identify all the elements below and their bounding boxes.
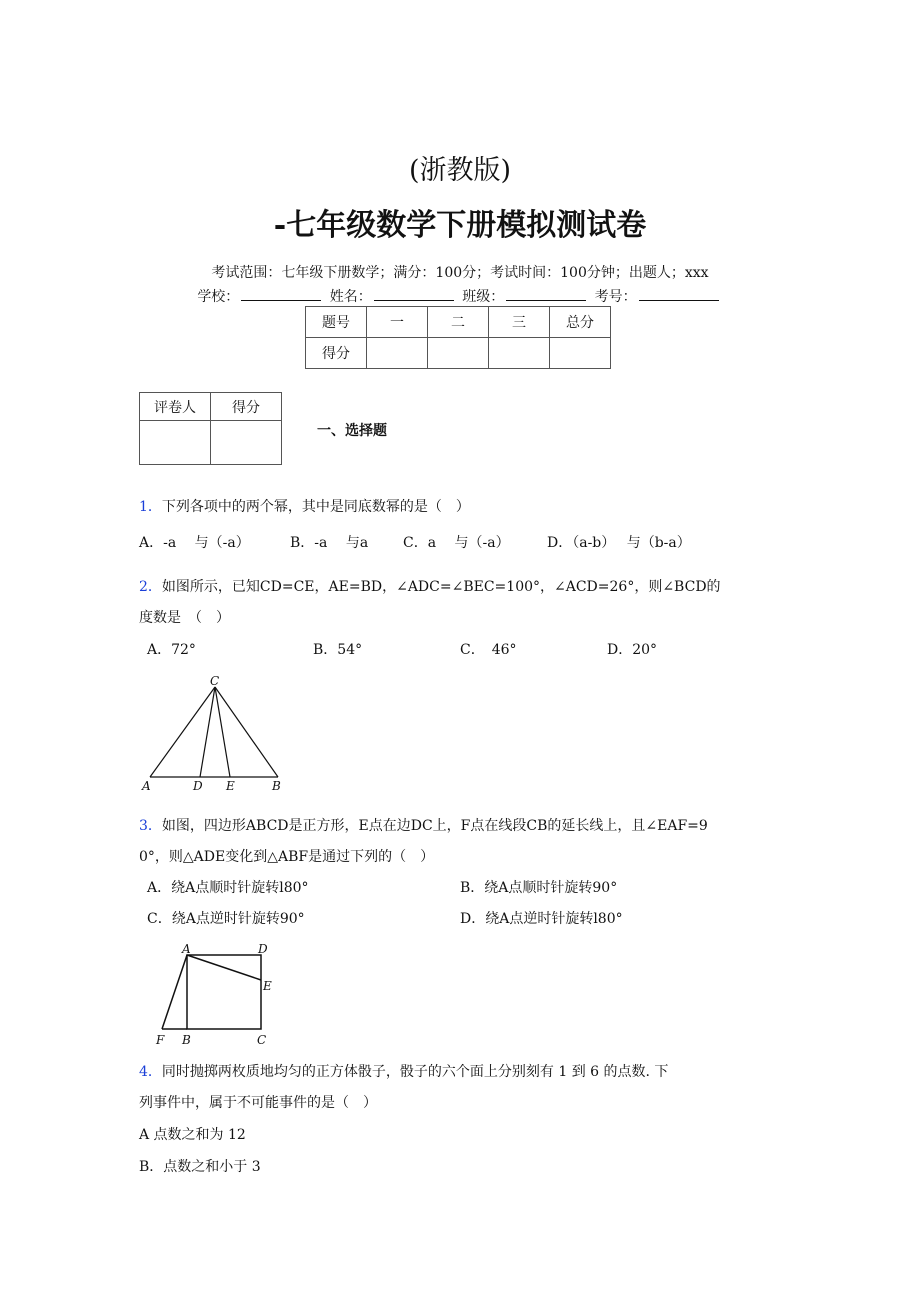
question-text: 同时抛掷两枚质地均匀的正方体骰子，骰子的六个面上分别刻有 1 到 6 的点数. 下 [161,1064,669,1080]
line-ca [150,687,215,777]
score-cell[interactable] [550,338,611,369]
q1-option-b[interactable]: B．-a 与a [290,535,369,551]
grader-score-cell[interactable] [211,421,282,465]
question-4: 4．同时抛掷两枚质地均匀的正方体骰子，骰子的六个面上分别刻有 1 到 6 的点数. 下 [139,1064,669,1080]
grader-header-cell: 得分 [211,393,282,421]
label-e: E [226,779,235,793]
line-ae [187,955,261,980]
line-ce [215,687,230,777]
square-abcd [187,955,261,1029]
question-number: 3 [139,818,148,834]
question-text: 下列各项中的两个幂，其中是同底数幂的是（ ） [161,499,470,515]
q1-option-d[interactable]: D．（a-b） 与（b-a） [547,535,691,551]
section-title: 一、选择题 [317,423,387,439]
class-blank[interactable] [506,288,586,301]
question-number: 4 [139,1064,148,1080]
grader-entry-row [140,421,282,465]
question-2: 2．如图所示，已知CD=CE，AE=BD，∠ADC=∠BEC=100°，∠ACD=26°，则∠BCD的 [139,579,721,595]
q1-option-c[interactable]: C．a 与（-a） [403,535,510,551]
school-label: 学校： [197,289,240,305]
question-3: 3．如图，四边形ABCD是正方形，E点在边DC上，F点在线段CB的延长线上，且∠EAF=9 [139,818,708,834]
question-4-text-cont: 列事件中，属于不可能事件的是（ ） [139,1095,377,1111]
q4-option-a[interactable]: A 点数之和为 12 [139,1127,246,1143]
q4-option-b[interactable]: B．点数之和小于 3 [139,1159,261,1175]
label-f: F [156,1033,165,1047]
q3-option-a[interactable]: A．绕A点顺时针旋转l80° [147,880,309,896]
label-b: B [272,779,281,793]
grader-header-row [140,393,282,421]
score-header-cell: 总分 [550,307,611,338]
edition-title: (浙教版) [408,155,512,186]
label-d: D [258,942,268,956]
label-c: C [210,674,220,688]
q3-option-c[interactable]: C．绕A点逆时针旋转90° [147,911,305,927]
line-af [162,955,187,1029]
question-text: 如图，四边形ABCD是正方形，E点在边DC上，F点在线段CB的延长线上，且∠EAF=9 [161,818,708,834]
class-label: 班级： [462,289,505,305]
score-header-cell: 三 [489,307,550,338]
exam-title: -七年级数学下册模拟测试卷 [273,208,647,243]
name-label: 姓名： [329,289,372,305]
q2-option-c[interactable]: C． 46° [460,642,517,658]
label-d: D [193,779,203,793]
score-table-header-row [306,307,611,338]
exam-info: 考试范围：七年级下册数学；满分：100分；考试时间：100分钟；出题人；xxx [211,265,709,281]
label-a: A [182,942,191,956]
question-1: 1．下列各项中的两个幂，其中是同底数幂的是（ ） [139,499,470,515]
score-table [305,306,611,369]
q3-option-d[interactable]: D．绕A点逆时针旋转l80° [460,911,623,927]
line-cb [215,687,278,777]
score-header-cell: 一 [367,307,428,338]
student-fields [0,286,920,306]
label-e: E [263,979,272,993]
score-row-label: 得分 [306,338,367,369]
school-blank[interactable] [241,288,321,301]
grader-table [139,392,282,465]
triangle-figure [138,672,288,797]
question-number: 2 [139,579,148,595]
exam-number-blank[interactable] [639,288,719,301]
q2-option-b[interactable]: B．54° [313,642,363,658]
name-blank[interactable] [374,288,454,301]
score-cell[interactable] [367,338,428,369]
q1-option-a[interactable]: A．-a 与（-a） [139,535,250,551]
exam-number-label: 考号： [594,289,637,305]
question-text: 如图所示，已知CD=CE，AE=BD，∠ADC=∠BEC=100°，∠ACD=26°，则∠BCD的 [161,579,721,595]
label-b: B [182,1033,191,1047]
line-cd [200,687,215,777]
label-c: C [257,1033,267,1047]
q3-option-b[interactable]: B．绕A点顺时针旋转90° [460,880,618,896]
grader-header-cell: 评卷人 [140,393,211,421]
q2-option-d[interactable]: D．20° [607,642,658,658]
q2-option-a[interactable]: A．72° [147,642,196,658]
square-figure [150,938,280,1048]
score-header-cell: 二 [428,307,489,338]
question-3-text-cont: 0°，则△ADE变化到△ABF是通过下列的（ ） [139,849,435,865]
question-number: 1 [139,499,148,515]
score-cell[interactable] [428,338,489,369]
label-a: A [142,779,151,793]
score-header-cell: 题号 [306,307,367,338]
score-table-score-row [306,338,611,369]
score-cell[interactable] [489,338,550,369]
question-2-text-cont: 度数是 （ ） [139,610,230,626]
grader-cell[interactable] [140,421,211,465]
